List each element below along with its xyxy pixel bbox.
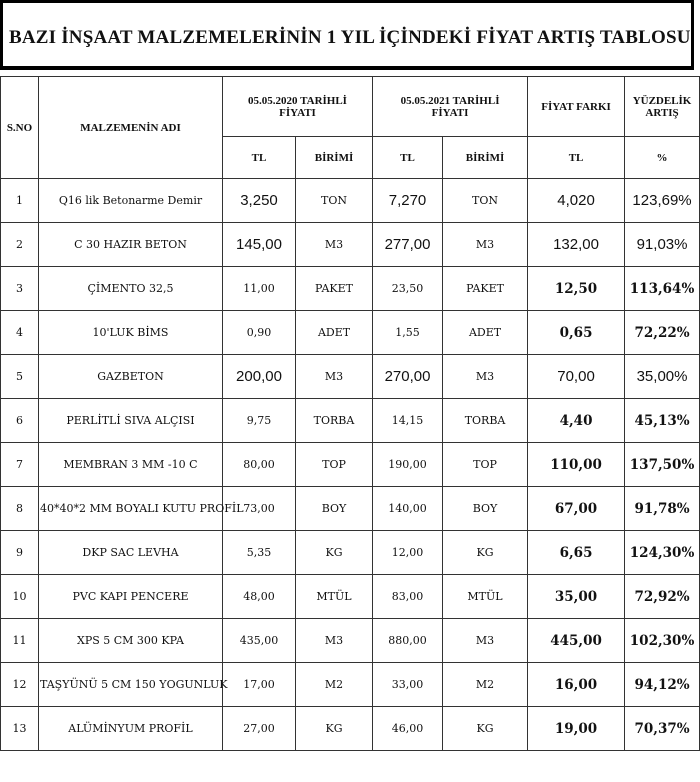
price-2020: 0,90	[223, 311, 296, 355]
header-percent-line1: YÜZDELİK	[632, 94, 692, 107]
header-date-2020-line1: 05.05.2020 TARİHLİ	[248, 94, 347, 107]
price-2020: 9,75	[223, 399, 296, 443]
percent-increase: 124,30%	[625, 531, 700, 575]
unit-2020: TORBA	[296, 399, 373, 443]
unit-2021: KG	[443, 707, 528, 751]
row-number: 5	[1, 355, 39, 399]
table-row	[1, 223, 700, 267]
material-name: C 30 HAZIR BETON	[39, 223, 223, 267]
percent-increase: 35,00%	[625, 355, 700, 399]
price-2021: 33,00	[373, 663, 443, 707]
unit-2021: ADET	[443, 311, 528, 355]
header-unit-2020: BİRİMİ	[296, 137, 373, 179]
price-2021: 1,55	[373, 311, 443, 355]
price-diff: 70,00	[528, 355, 625, 399]
unit-2021: M2	[443, 663, 528, 707]
row-number: 3	[1, 267, 39, 311]
percent-increase: 70,37%	[625, 707, 700, 751]
price-2020: 200,00	[223, 355, 296, 399]
header-percent	[625, 77, 700, 137]
row-number: 12	[1, 663, 39, 707]
table-row	[1, 399, 700, 443]
price-diff: 4,020	[528, 179, 625, 223]
unit-2020: TON	[296, 179, 373, 223]
header-unit-2021: BİRİMİ	[443, 137, 528, 179]
percent-increase: 91,78%	[625, 487, 700, 531]
header-percent-line2: ARTIŞ	[645, 106, 679, 119]
header-material-name: MALZEMENİN ADI	[39, 77, 223, 179]
price-2020: 80,00	[223, 443, 296, 487]
unit-2021: TORBA	[443, 399, 528, 443]
header-percent-sign: %	[625, 137, 700, 179]
unit-2021: M3	[443, 619, 528, 663]
price-2021: 14,15	[373, 399, 443, 443]
percent-increase: 72,22%	[625, 311, 700, 355]
price-2020: 11,00	[223, 267, 296, 311]
row-number: 13	[1, 707, 39, 751]
unit-2020: MTÜL	[296, 575, 373, 619]
table-row	[1, 619, 700, 663]
price-diff: 67,00	[528, 487, 625, 531]
header-date-2020	[223, 77, 373, 137]
unit-2020: M2	[296, 663, 373, 707]
price-2021: 277,00	[373, 223, 443, 267]
price-2020: 3,250	[223, 179, 296, 223]
unit-2020: TOP	[296, 443, 373, 487]
material-name: GAZBETON	[39, 355, 223, 399]
header-date-2021-line1: 05.05.2021 TARİHLİ	[400, 94, 500, 107]
price-table	[0, 76, 700, 751]
row-number: 1	[1, 179, 39, 223]
header-tl-2021: TL	[373, 137, 443, 179]
header-tl-2020: TL	[223, 137, 296, 179]
page-title: BAZI İNŞAAT MALZEMELERİNİN 1 YIL İÇİNDEKİ FİYAT ARTIŞ TABLOSU	[9, 27, 691, 48]
percent-increase: 123,69%	[625, 179, 700, 223]
table-row	[1, 311, 700, 355]
unit-2021: TOP	[443, 443, 528, 487]
header-sno: S.NO	[1, 77, 39, 179]
material-name: XPS 5 CM 300 KPA	[39, 619, 223, 663]
price-diff: 6,65	[528, 531, 625, 575]
material-name: PVC KAPI PENCERE	[39, 575, 223, 619]
price-diff: 12,50	[528, 267, 625, 311]
row-number: 8	[1, 487, 39, 531]
row-number: 4	[1, 311, 39, 355]
price-2020: 145,00	[223, 223, 296, 267]
price-2020: 17,00	[223, 663, 296, 707]
material-name: ALÜMİNYUM PROFİL	[39, 707, 223, 751]
table-row	[1, 443, 700, 487]
price-diff: 110,00	[528, 443, 625, 487]
unit-2020: M3	[296, 223, 373, 267]
price-2020: 5,35	[223, 531, 296, 575]
price-2020: 27,00	[223, 707, 296, 751]
unit-2021: TON	[443, 179, 528, 223]
price-2021: 12,00	[373, 531, 443, 575]
unit-2020: KG	[296, 707, 373, 751]
unit-2021: M3	[443, 223, 528, 267]
unit-2020: KG	[296, 531, 373, 575]
header-date-2021-line2: FİYATI	[431, 106, 469, 119]
price-2020: 48,00	[223, 575, 296, 619]
unit-2020: BOY	[296, 487, 373, 531]
price-2021: 23,50	[373, 267, 443, 311]
price-2020: 435,00	[223, 619, 296, 663]
unit-2020: M3	[296, 355, 373, 399]
price-2021: 46,00	[373, 707, 443, 751]
price-2021: 7,270	[373, 179, 443, 223]
table-row	[1, 707, 700, 751]
percent-increase: 113,64%	[625, 267, 700, 311]
title-bar	[0, 0, 694, 70]
table-row	[1, 487, 700, 531]
unit-2021: MTÜL	[443, 575, 528, 619]
row-number: 2	[1, 223, 39, 267]
price-2020: 73,00	[223, 487, 296, 531]
material-name: PERLİTLİ SIVA ALÇISI	[39, 399, 223, 443]
material-name: TAŞYÜNÜ 5 CM 150 YOGUNLUK	[39, 663, 223, 707]
header-row-1	[1, 77, 700, 137]
price-2021: 140,00	[373, 487, 443, 531]
table-body	[1, 179, 700, 751]
material-name: MEMBRAN 3 MM -10 C	[39, 443, 223, 487]
unit-2021: PAKET	[443, 267, 528, 311]
header-date-2021	[373, 77, 528, 137]
price-diff: 0,65	[528, 311, 625, 355]
price-2021: 190,00	[373, 443, 443, 487]
row-number: 11	[1, 619, 39, 663]
price-diff: 35,00	[528, 575, 625, 619]
price-diff: 4,40	[528, 399, 625, 443]
material-name: 10'LUK BİMS	[39, 311, 223, 355]
table-row	[1, 531, 700, 575]
header-tl-diff: TL	[528, 137, 625, 179]
unit-2020: M3	[296, 619, 373, 663]
table-row	[1, 267, 700, 311]
header-price-diff: FİYAT FARKI	[528, 77, 625, 137]
unit-2021: M3	[443, 355, 528, 399]
material-name: Q16 lik Betonarme Demir	[39, 179, 223, 223]
percent-increase: 137,50%	[625, 443, 700, 487]
percent-increase: 94,12%	[625, 663, 700, 707]
unit-2020: ADET	[296, 311, 373, 355]
table-row	[1, 179, 700, 223]
material-name: DKP SAC LEVHA	[39, 531, 223, 575]
price-2021: 270,00	[373, 355, 443, 399]
table-row	[1, 355, 700, 399]
percent-increase: 72,92%	[625, 575, 700, 619]
price-2021: 880,00	[373, 619, 443, 663]
price-2021: 83,00	[373, 575, 443, 619]
row-number: 10	[1, 575, 39, 619]
percent-increase: 91,03%	[625, 223, 700, 267]
table-row	[1, 663, 700, 707]
price-diff: 132,00	[528, 223, 625, 267]
price-diff: 445,00	[528, 619, 625, 663]
row-number: 7	[1, 443, 39, 487]
header-date-2020-line2: FİYATI	[279, 106, 316, 119]
row-number: 9	[1, 531, 39, 575]
material-name: ÇİMENTO 32,5	[39, 267, 223, 311]
percent-increase: 45,13%	[625, 399, 700, 443]
percent-increase: 102,30%	[625, 619, 700, 663]
material-name: 40*40*2 MM BOYALI KUTU PROFİL	[39, 487, 223, 531]
unit-2021: KG	[443, 531, 528, 575]
table-row	[1, 575, 700, 619]
unit-2020: PAKET	[296, 267, 373, 311]
price-diff: 16,00	[528, 663, 625, 707]
price-diff: 19,00	[528, 707, 625, 751]
row-number: 6	[1, 399, 39, 443]
unit-2021: BOY	[443, 487, 528, 531]
